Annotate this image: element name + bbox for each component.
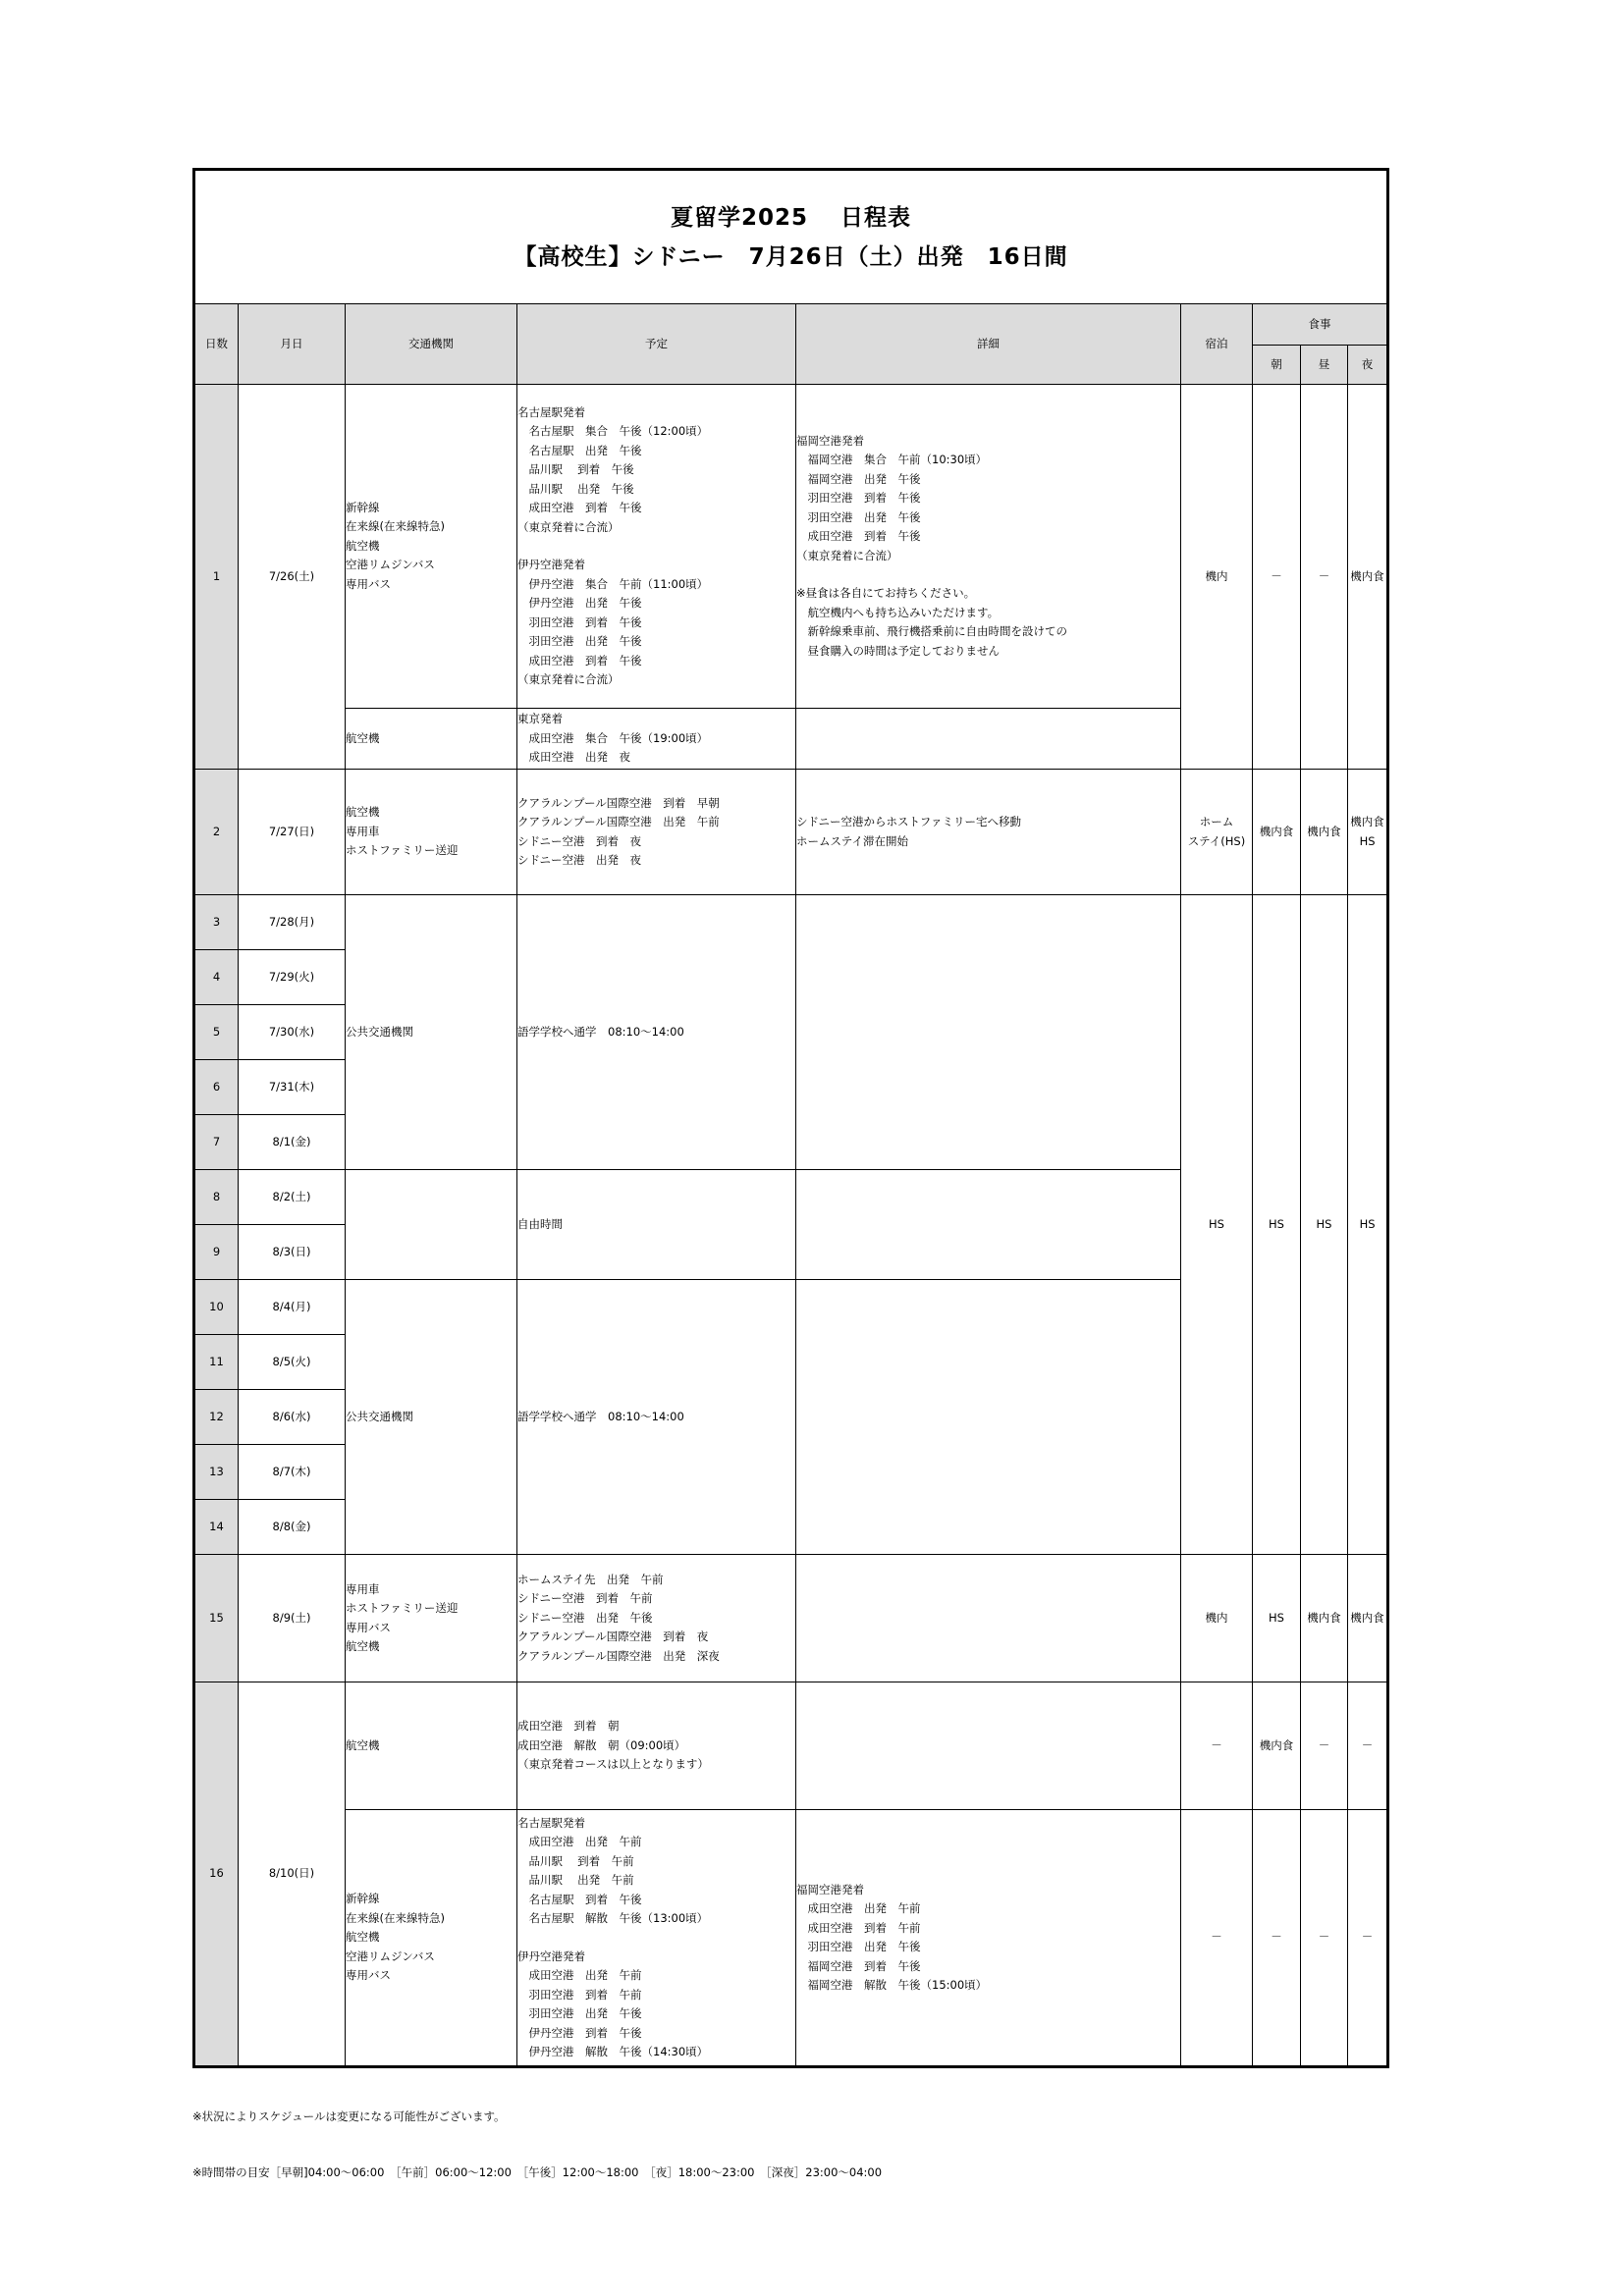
text-line: （東京発着コースは以上となります） [517, 1757, 709, 1772]
text-line: 福岡空港 集合 午前（10:30頃） [796, 453, 988, 467]
header-transport: 交通機関 [346, 304, 517, 385]
text-line: 福岡空港 出発 午後 [796, 471, 921, 486]
text-line: 航空機 [346, 538, 380, 553]
date-cell: 8/9(土) [239, 1555, 346, 1682]
text-line: 昼食購入の時間は予定しておりません [796, 643, 1000, 658]
text-line: ホームステイ滞在開始 [796, 833, 908, 848]
date-cell: 7/28(月) [239, 895, 346, 950]
lunch-cell: 機内食 [1301, 1555, 1348, 1682]
detail-cell [796, 385, 1181, 709]
date-cell: 7/27(日) [239, 770, 346, 895]
text-line: 成田空港 解散 朝（09:00頃） [517, 1737, 686, 1752]
text-line: 成田空港 到着 朝 [517, 1719, 620, 1734]
day-number: 11 [194, 1335, 239, 1390]
text-line: 成田空港 出発 夜 [517, 750, 630, 765]
lodging-cell: 機内 [1181, 1555, 1253, 1682]
day-number: 2 [194, 770, 239, 895]
text-line: ※昼食は各自にてお持ちください。 [796, 586, 976, 601]
title-line-2: 【高校生】シドニー 7月26日（土）出発 16日間 [514, 243, 1068, 270]
text-line: 航空機 [346, 805, 380, 820]
table-row-day-16 [194, 1682, 1388, 1810]
text-line: 専用バス [346, 1968, 391, 1983]
day-number: 12 [194, 1390, 239, 1445]
lodging-cell: HS [1181, 895, 1253, 1555]
text-line: 成田空港 到着 午後 [517, 653, 642, 667]
day-number: 3 [194, 895, 239, 950]
text-line: 伊丹空港 解散 午後（14:30頃） [517, 2045, 709, 2058]
header-date: 月日 [239, 304, 346, 385]
detail-cell [796, 770, 1181, 895]
text-line: 羽田空港 到着 午前 [517, 1987, 642, 2002]
transport-cell: 公共交通機関 [346, 895, 517, 1170]
day-number: 8 [194, 1170, 239, 1225]
text-line: 新幹線乗車前、飛行機搭乗前に自由時間を設けての [796, 624, 1067, 639]
transport-cell [346, 1810, 517, 2067]
day-number: 14 [194, 1500, 239, 1555]
text-line: 名古屋駅 到着 午後 [517, 1892, 642, 1906]
detail-cell [796, 1682, 1181, 1810]
text-line: 品川駅 到着 午前 [517, 1853, 634, 1868]
text-line: クアラルンプール国際空港 到着 早朝 [517, 795, 720, 810]
dinner-cell: 機内食 [1348, 1555, 1388, 1682]
detail-cell [796, 1170, 1181, 1280]
lunch-cell: 機内食 [1301, 770, 1348, 895]
plan-cell: 語学学校へ通学 08:10～14:00 [517, 895, 796, 1170]
text-line: ステイ(HS) [1187, 833, 1246, 848]
text-line: 名古屋駅 解散 午後（13:00頃） [517, 1911, 709, 1925]
plan-cell [517, 1682, 796, 1810]
breakfast-cell: 機内食 [1253, 1682, 1301, 1810]
date-cell: 7/26(土) [239, 385, 346, 770]
detail-cell [796, 1555, 1181, 1682]
date-cell: 7/30(水) [239, 1005, 346, 1060]
lodging-cell: － [1181, 1682, 1253, 1810]
header-lunch: 昼 [1301, 346, 1348, 385]
header-lodging: 宿泊 [1181, 304, 1253, 385]
day-number: 10 [194, 1280, 239, 1335]
text-line: 品川駅 出発 午後 [517, 481, 634, 496]
text-line: 羽田空港 出発 午後 [796, 509, 921, 524]
text-line: HS [1359, 833, 1376, 848]
lunch-cell: － [1301, 1682, 1348, 1810]
text-line: 品川駅 出発 午前 [517, 1873, 634, 1887]
text-line: 専用バス [346, 1620, 391, 1634]
plan-cell [517, 385, 796, 709]
text-line: 空港リムジンバス [346, 1949, 435, 1963]
date-cell: 8/7(木) [239, 1445, 346, 1500]
text-line: 伊丹空港発着 [517, 1949, 585, 1963]
transport-cell: 航空機 [346, 1682, 517, 1810]
plan-cell [517, 1555, 796, 1682]
footnotes [192, 2070, 1386, 2219]
header-plan: 予定 [517, 304, 796, 385]
date-cell: 8/3(日) [239, 1225, 346, 1280]
lodging-cell: 機内 [1181, 385, 1253, 770]
text-line: 伊丹空港 到着 午後 [517, 2025, 642, 2040]
plan-cell [517, 770, 796, 895]
text-line: 羽田空港 到着 午後 [796, 491, 921, 506]
text-line: クアラルンプール国際空港 出発 午前 [517, 815, 720, 828]
breakfast-cell: － [1253, 1810, 1301, 2067]
date-cell: 7/31(木) [239, 1060, 346, 1115]
breakfast-cell: － [1253, 385, 1301, 770]
text-line: 福岡空港発着 [796, 1882, 864, 1896]
text-line: ホストファミリー送迎 [346, 1601, 459, 1615]
text-line: ホーム [1199, 815, 1234, 828]
text-line: 伊丹空港 出発 午後 [517, 596, 642, 610]
dinner-cell [1348, 770, 1388, 895]
text-line: ホストファミリー送迎 [346, 843, 459, 858]
text-line: シドニー空港からホストファミリー宅へ移動 [796, 815, 1021, 828]
text-line: 新幹線 [346, 500, 380, 514]
table-row-day-1 [194, 385, 1388, 709]
text-line: 伊丹空港 集合 午前（11:00頃） [517, 576, 709, 591]
header-dinner: 夜 [1348, 346, 1388, 385]
text-line: （東京発着に合流） [517, 519, 620, 534]
dinner-cell: HS [1348, 895, 1388, 1555]
lunch-cell: － [1301, 385, 1348, 770]
lunch-cell: HS [1301, 895, 1348, 1555]
day-number: 4 [194, 950, 239, 1005]
title-block [194, 170, 1388, 304]
day-number: 9 [194, 1225, 239, 1280]
detail-cell [796, 709, 1181, 770]
transport-cell: 航空機 [346, 709, 517, 770]
lodging-cell [1181, 770, 1253, 895]
text-line: 成田空港 到着 午前 [796, 1920, 921, 1935]
text-line: 専用車 [346, 1581, 380, 1596]
header-meals: 食事 [1253, 304, 1388, 346]
date-cell: 8/8(金) [239, 1500, 346, 1555]
transport-cell [346, 385, 517, 709]
text-line: クアラルンプール国際空港 到着 夜 [517, 1629, 709, 1644]
schedule-document [192, 168, 1386, 2219]
plan-cell: 語学学校へ通学 08:10～14:00 [517, 1280, 796, 1555]
header-day: 日数 [194, 304, 239, 385]
text-line: 成田空港 到着 午後 [517, 501, 642, 514]
plan-cell: 自由時間 [517, 1170, 796, 1280]
text-line: シドニー空港 出発 午後 [517, 1610, 653, 1625]
detail-cell [796, 1810, 1181, 2067]
day-number: 16 [194, 1682, 239, 2067]
date-cell: 8/1(金) [239, 1115, 346, 1170]
text-line: 成田空港 到着 午後 [796, 529, 921, 544]
footnote-1: ※状況によりスケジュールは変更になる可能性がございます。 [192, 2109, 506, 2123]
text-line: 名古屋駅発着 [517, 404, 585, 419]
day-number: 15 [194, 1555, 239, 1682]
text-line: （東京発着に合流） [517, 672, 620, 686]
dinner-cell: 機内食 [1348, 385, 1388, 770]
header-detail: 詳細 [796, 304, 1181, 385]
text-line: 伊丹空港発着 [517, 558, 585, 571]
text-line: 成田空港 出発 午前 [517, 1968, 642, 1982]
text-line: 成田空港 出発 午前 [517, 1835, 642, 1848]
day-number: 1 [194, 385, 239, 770]
text-line: 航空機 [346, 1639, 380, 1653]
day-number: 13 [194, 1445, 239, 1500]
day-number: 7 [194, 1115, 239, 1170]
text-line: 空港リムジンバス [346, 558, 435, 572]
text-line: シドニー空港 到着 午前 [517, 1591, 653, 1606]
lodging-cell: － [1181, 1810, 1253, 2067]
dinner-cell: － [1348, 1810, 1388, 2067]
table-row-day-16b [194, 1810, 1388, 2067]
text-line: シドニー空港 到着 夜 [517, 833, 642, 848]
dinner-cell: － [1348, 1682, 1388, 1810]
lunch-cell: － [1301, 1810, 1348, 2067]
plan-cell [517, 1810, 796, 2067]
text-line: 東京発着 [517, 712, 563, 726]
text-line: 成田空港 集合 午後（19:00頃） [517, 730, 709, 745]
date-cell: 7/29(火) [239, 950, 346, 1005]
date-cell: 8/4(月) [239, 1280, 346, 1335]
date-cell: 8/2(土) [239, 1170, 346, 1225]
table-row-day-15 [194, 1555, 1388, 1682]
breakfast-cell: HS [1253, 895, 1301, 1555]
text-line: 名古屋駅 集合 午後（12:00頃） [517, 424, 709, 438]
text-line: 羽田空港 出発 午後 [517, 2006, 642, 2020]
text-line: 機内食 [1350, 815, 1384, 828]
transport-cell [346, 1170, 517, 1280]
date-cell: 8/10(日) [239, 1682, 346, 2067]
day-number: 6 [194, 1060, 239, 1115]
detail-cell [796, 895, 1181, 1170]
text-line: 専用バス [346, 576, 391, 591]
text-line: 成田空港 出発 午前 [796, 1901, 921, 1915]
text-line: 航空機内へも持ち込みいただけます。 [796, 605, 1000, 619]
text-line: シドニー空港 出発 夜 [517, 853, 642, 867]
text-line: 福岡空港 到着 午後 [796, 1958, 921, 1973]
plan-cell [517, 709, 796, 770]
text-line: 新幹線 [346, 1892, 380, 1906]
table-row [194, 895, 1388, 950]
table-row-day-2 [194, 770, 1388, 895]
text-line: 航空機 [346, 1930, 380, 1945]
day-number: 5 [194, 1005, 239, 1060]
text-line: 在来線(在来線特急) [346, 1910, 445, 1925]
text-line: クアラルンプール国際空港 出発 深夜 [517, 1648, 720, 1663]
footnote-2: ※時間帯の目安［早朝]04:00～06:00 ［午前］06:00～12:00 ［午後］12:00～18:00 ［夜］18:00～23:00 ［深夜］23:00～04:00 [192, 2165, 883, 2179]
text-line: 名古屋駅発着 [517, 1815, 585, 1830]
breakfast-cell: 機内食 [1253, 770, 1301, 895]
date-cell: 8/5(火) [239, 1335, 346, 1390]
text-line: 福岡空港 解散 午後（15:00頃） [796, 1978, 988, 1992]
text-line: 羽田空港 出発 午後 [517, 634, 642, 648]
detail-cell [796, 1280, 1181, 1555]
date-cell: 8/6(水) [239, 1390, 346, 1445]
transport-cell [346, 1555, 517, 1682]
text-line: 福岡空港発着 [796, 433, 864, 448]
transport-cell: 公共交通機関 [346, 1280, 517, 1555]
transport-cell [346, 770, 517, 895]
text-line: 専用車 [346, 824, 380, 838]
breakfast-cell: HS [1253, 1555, 1301, 1682]
text-line: ホームステイ先 出発 午前 [517, 1572, 664, 1586]
text-line: 羽田空港 出発 午後 [796, 1940, 921, 1953]
text-line: （東京発着に合流） [796, 548, 898, 562]
text-line: 名古屋駅 出発 午後 [517, 443, 642, 457]
text-line: 在来線(在来線特急) [346, 519, 445, 534]
text-line: 品川駅 到着 午後 [517, 462, 634, 476]
schedule-table [192, 168, 1389, 2068]
text-line: 羽田空港 到着 午後 [517, 614, 642, 629]
header-breakfast: 朝 [1253, 346, 1301, 385]
title-line-1: 夏留学2025 日程表 [671, 204, 912, 231]
